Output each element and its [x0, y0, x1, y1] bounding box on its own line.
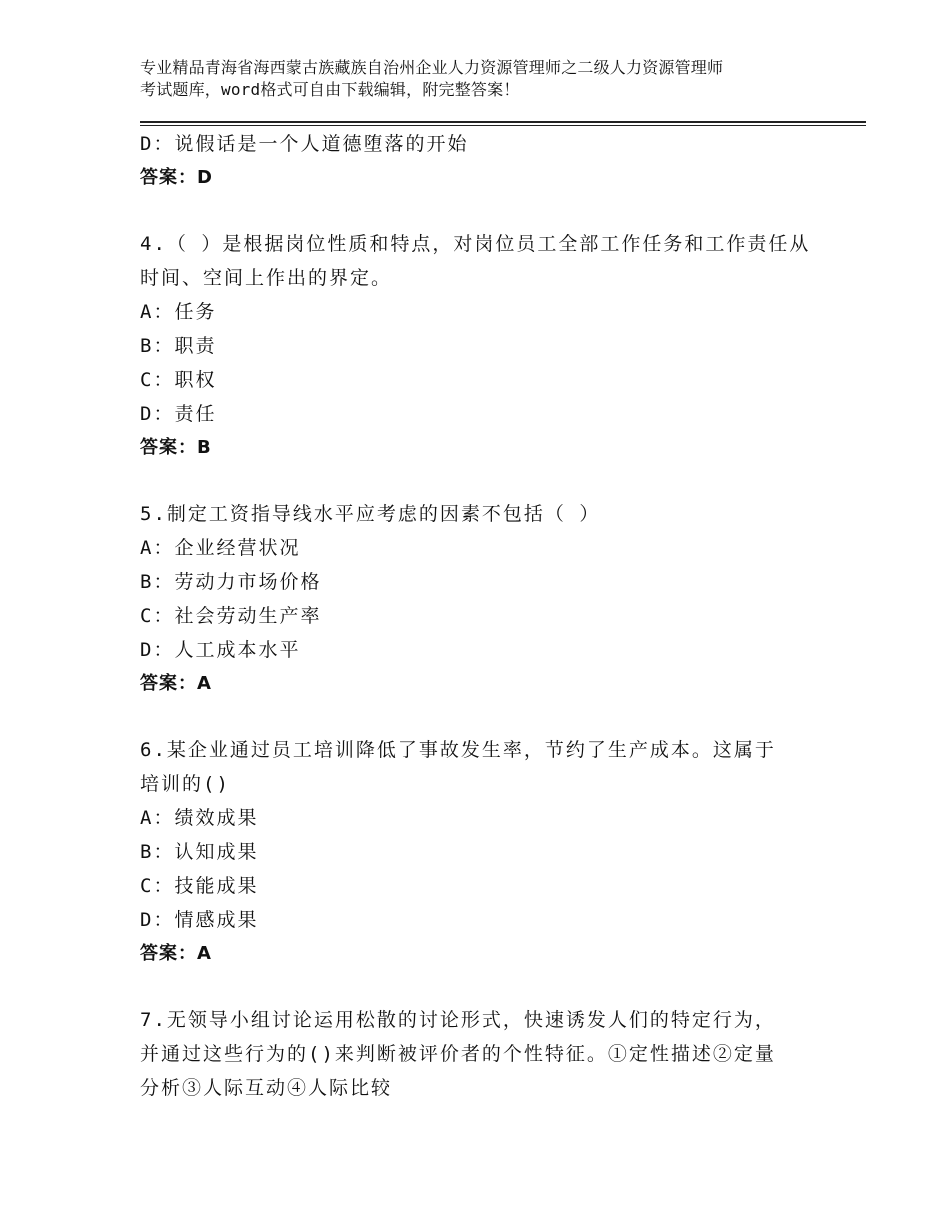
header-line-1: 专业精品青海省海西蒙古族藏族自治州企业人力资源管理师之二级人力资源管理师: [140, 58, 724, 77]
option-c: C：职权: [140, 369, 217, 391]
option-c: C：社会劳动生产率: [140, 605, 322, 627]
option-d: D：人工成本水平: [140, 639, 301, 661]
answer-line: 答案：A: [140, 943, 212, 964]
question-stem: 分析③人际互动④人际比较: [140, 1077, 393, 1099]
question-stem: 培训的(): [140, 773, 230, 795]
question-stem: 并通过这些行为的()来判断被评价者的个性特征。①定性描述②定量: [140, 1043, 776, 1065]
question-stem: 6.某企业通过员工培训降低了事故发生率，节约了生产成本。这属于: [140, 739, 776, 761]
answer-line: 答案：D: [140, 167, 213, 188]
header-line-2: 考试题库，word格式可自由下载编辑，附完整答案！: [140, 80, 520, 99]
option-b: B：劳动力市场价格: [140, 571, 322, 593]
option-b: B：认知成果: [140, 841, 259, 863]
spacer: [140, 195, 820, 227]
option-c: C：技能成果: [140, 875, 259, 897]
question-block: [140, 497, 820, 701]
question-stem: 5.制定工资指导线水平应考虑的因素不包括（ ）: [140, 503, 601, 525]
option-a: A：绩效成果: [140, 807, 259, 829]
question-block: [140, 227, 820, 465]
answer-line: 答案：B: [140, 437, 212, 458]
spacer: [140, 971, 820, 1003]
option-b: B：职责: [140, 335, 217, 357]
question-content: [140, 127, 820, 1105]
header-divider-thin: [140, 125, 866, 126]
header-divider-thick: [140, 121, 866, 123]
question-stem: 4.（ ）是根据岗位性质和特点，对岗位员工全部工作任务和工作责任从: [140, 233, 811, 255]
document-header: [140, 57, 830, 101]
option-a: A：企业经营状况: [140, 537, 301, 559]
option-d: D：说假话是一个人道德堕落的开始: [140, 133, 469, 155]
spacer: [140, 465, 820, 497]
question-block: [140, 1003, 820, 1105]
option-a: A：任务: [140, 301, 217, 323]
spacer: [140, 701, 820, 733]
option-d: D：情感成果: [140, 909, 259, 931]
answer-line: 答案：A: [140, 673, 212, 694]
question-stem: 7.无领导小组讨论运用松散的讨论形式，快速诱发人们的特定行为，: [140, 1009, 776, 1031]
question-block: [140, 733, 820, 971]
option-d: D：责任: [140, 403, 217, 425]
question-stem: 时间、空间上作出的界定。: [140, 267, 393, 289]
